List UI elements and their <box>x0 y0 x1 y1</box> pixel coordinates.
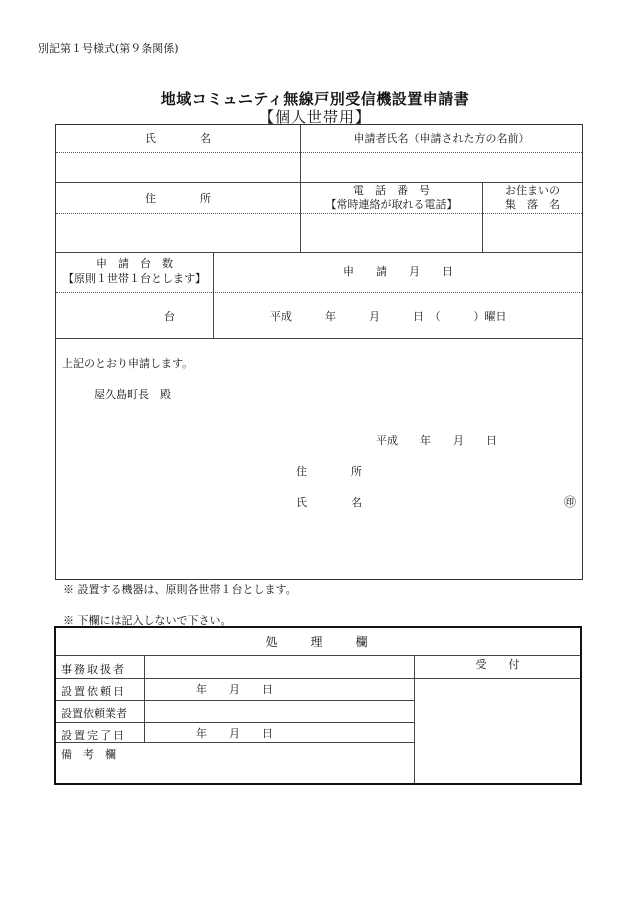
address-label: 住 所 <box>145 192 211 205</box>
receipt-label: 受 付 <box>475 658 520 671</box>
form-reference: 別記第１号様式(第９条関係) <box>38 42 179 55</box>
phone-note: 【常時連絡が取れる電話】 <box>325 198 458 211</box>
village-label: お住まいの <box>505 184 560 197</box>
contractor-label: 設置依頼業者 <box>61 707 127 720</box>
declaration-name-label: 氏 名 <box>296 496 362 509</box>
application-date-label: 申 請 月 日 <box>343 265 453 278</box>
phone-label: 電 話 番 号 <box>353 184 430 197</box>
declaration-statement: 上記のとおり申請します。 <box>62 357 194 370</box>
address-field[interactable] <box>56 214 300 252</box>
name-field[interactable] <box>56 153 300 182</box>
seal-icon: ㊞ <box>564 495 577 509</box>
applicant-name-field[interactable] <box>301 153 582 182</box>
handler-label: 事務取扱者 <box>61 663 126 676</box>
processing-header: 処 理 欄 <box>265 635 371 649</box>
form-subtitle: 【個人世帯用】 <box>258 108 371 126</box>
addressee: 屋久島町長 殿 <box>94 388 171 401</box>
remarks-label: 備 考 欄 <box>61 748 116 761</box>
count-unit: 台 <box>164 310 175 323</box>
office-use-table <box>54 626 582 785</box>
note-equipment: ※ 設置する機器は、原則各世帯１台とします。 <box>63 583 297 596</box>
applicant-name-label: 申請者氏名（申請された方の名前） <box>353 132 530 145</box>
village-field[interactable] <box>483 214 582 252</box>
declaration-date[interactable]: 平成 年 月 日 <box>376 434 497 447</box>
count-note: 【原則１世帯１台とします】 <box>63 272 206 285</box>
request-date-label: 設置依頼日 <box>61 685 126 698</box>
count-label: 申 請 台 数 <box>96 257 173 270</box>
application-table <box>55 124 583 580</box>
form-title: 地域コミュニティ無線戸別受信機設置申請書 <box>160 90 470 108</box>
village-label-2: 集 落 名 <box>505 198 560 211</box>
completion-date-label: 設置完了日 <box>61 729 126 742</box>
note-office-use: ※ 下欄には記入しないで下さい。 <box>63 614 232 627</box>
request-date-value: 年 月 日 <box>196 683 273 696</box>
completion-date-value: 年 月 日 <box>196 727 273 740</box>
name-label: 氏 名 <box>145 132 211 145</box>
application-date-field[interactable]: 平成 年 月 日 （ ）曜日 <box>270 310 507 323</box>
declaration-address-label: 住 所 <box>296 465 362 478</box>
count-field[interactable] <box>56 293 213 338</box>
phone-field[interactable] <box>301 214 482 252</box>
